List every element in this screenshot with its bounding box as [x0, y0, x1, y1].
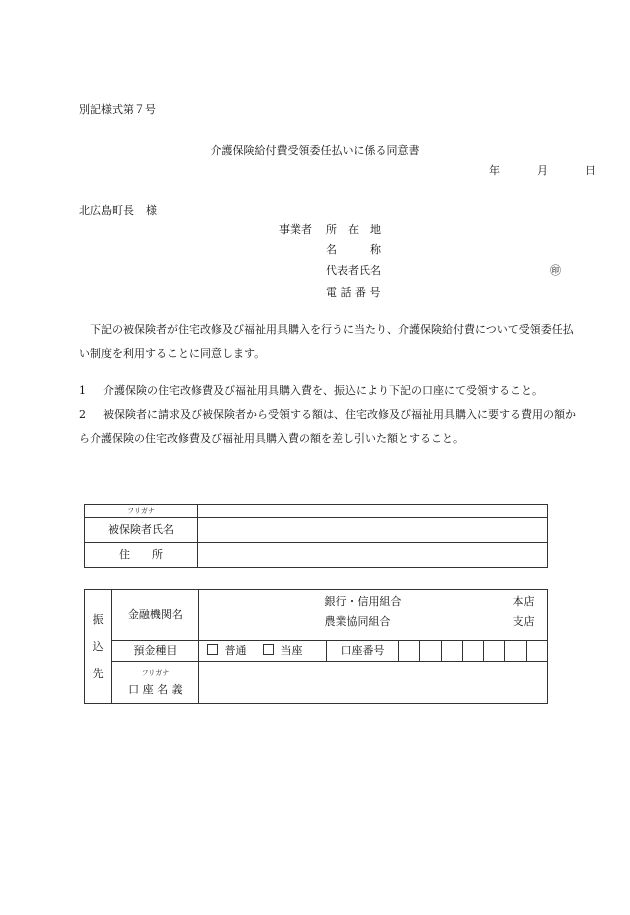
insured-address-label: 住 所 [85, 543, 198, 568]
bank-type-2: 農業協同組合 [324, 615, 391, 628]
insured-name-label: 被保険者氏名 [85, 518, 198, 543]
bank-account-table [84, 589, 548, 704]
account-digit-box[interactable] [526, 641, 547, 662]
business-name-label: 名 称 [326, 243, 381, 256]
item-number: 2 [79, 408, 86, 421]
branch-main: 本店 [512, 595, 535, 608]
ordinary-checkbox[interactable] [207, 644, 218, 655]
account-digit-box[interactable] [441, 641, 462, 662]
deposit-type-label: 預金種目 [112, 641, 199, 662]
institution-label: 金融機関名 [112, 590, 199, 641]
date-month: 月 [537, 164, 548, 177]
account-digit-box[interactable] [484, 641, 505, 662]
account-digit-box[interactable] [462, 641, 483, 662]
institution-field[interactable] [199, 590, 548, 641]
furigana-label: フリガナ [85, 505, 198, 518]
insured-address-field[interactable] [198, 543, 548, 568]
account-holder-label: 口 座 名 義 [128, 683, 183, 697]
form-number: 別記様式第７号 [79, 103, 156, 116]
account-digit-box[interactable] [399, 641, 420, 662]
current-label: 当座 [280, 644, 303, 658]
furigana-label: フリガナ [141, 668, 170, 677]
bank-type-1: 銀行・信用組合 [324, 595, 402, 608]
insured-furigana-field[interactable] [198, 505, 548, 518]
account-number-label: 口座番号 [327, 641, 399, 662]
date-year: 年 [489, 164, 500, 177]
date-line [489, 164, 596, 177]
list-item [79, 403, 584, 451]
document-title: 介護保険給付費受領委任払いに係る同意書 [210, 144, 420, 157]
item-text: 介護保険の住宅改修費及び福祉用具購入費を、振込により下記の口座にて受領すること。 [103, 384, 543, 397]
addressee-honorific: 様 [146, 204, 157, 217]
current-checkbox[interactable] [263, 644, 274, 655]
ordinary-label: 普通 [224, 644, 247, 658]
consent-paragraph: 下記の被保険者が住宅改修及び福祉用具購入を行うに当たり、介護保険給付費について受領委任払い制度を利用することに同意します。 [79, 323, 574, 360]
seal-mark-icon: ㊞ [550, 264, 561, 277]
insured-name-field[interactable] [198, 518, 548, 543]
deposit-type-options [199, 641, 327, 662]
list-item [79, 379, 584, 403]
account-holder-label-cell [112, 662, 199, 704]
item-number: 1 [79, 384, 86, 397]
phone-label: 電 話 番 号 [326, 286, 381, 299]
account-digit-box[interactable] [420, 641, 441, 662]
addressee-name: 北広島町長 [79, 204, 134, 217]
insured-person-table [84, 504, 548, 568]
date-day: 日 [585, 164, 596, 177]
business-address-label: 所 在 地 [326, 223, 381, 236]
account-holder-field[interactable] [199, 662, 548, 704]
transfer-destination-label: 振 込 先 [85, 590, 112, 704]
addressee [79, 204, 157, 217]
representative-label: 代表者氏名 [326, 264, 381, 277]
account-digit-box[interactable] [505, 641, 526, 662]
item-text: 被保険者に請求及び被保険者から受領する額は、住宅改修及び福祉用具購入に要する費用の額から介護保険の住宅改修費及び福祉用具購入費の額を差し引いた額とすること。 [79, 408, 576, 445]
business-label: 事業者 [279, 223, 312, 236]
branch-sub: 支店 [512, 615, 535, 628]
